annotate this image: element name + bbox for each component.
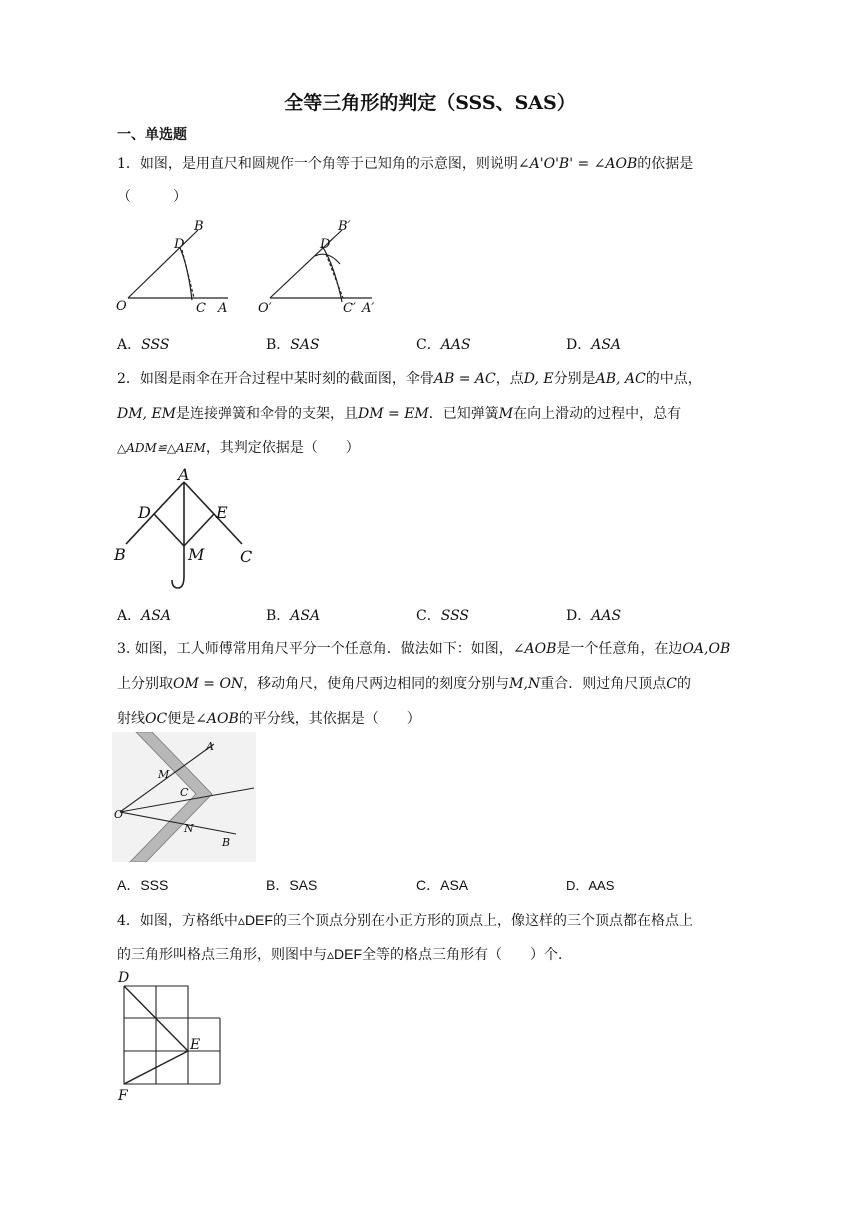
page-title: 全等三角形的判定（SSS、SAS）	[284, 92, 576, 114]
q2-rib-ab	[126, 482, 184, 544]
q1-fig1-label-o: O	[116, 299, 127, 314]
q1-text: 1．如图，是用直尺和圆规作一个角等于已知角的示意图，则说明	[117, 156, 518, 172]
q3-stem-line3: 射线OC便是∠AOB的平分线，其依据是（ ）	[117, 711, 421, 727]
q3-stem-line1: 3. 如图，工人师傅常用角尺平分一个任意角．做法如下：如图，∠AOB是一个任意角，在边OA,OB	[117, 641, 731, 657]
q2-option-d[interactable]: D．AAS	[566, 608, 622, 624]
q2-label-d: D	[138, 503, 151, 522]
q1-text-end: 的依据是	[637, 156, 694, 172]
q2-label-m: M	[188, 545, 205, 564]
q3-label-n: N	[184, 822, 194, 835]
q2-rib-ac	[184, 482, 242, 544]
q2-stem-line3: △ADM≌△AEM，其判定依据是（ ）	[117, 440, 360, 456]
q3-option-d[interactable]: D．AAS	[566, 878, 615, 893]
q4-stem-line1: 4．如图，方格纸中▵DEF的三个顶点分别在小正方形的顶点上，像这样的三个顶点都在格点上	[117, 912, 693, 929]
q2-strut-em	[184, 514, 214, 546]
section-heading: 一、单选题	[117, 127, 187, 143]
q1-fig2-label-b: B′	[338, 219, 351, 234]
q1-fig1-label-c: C	[196, 301, 206, 316]
q1-fig2-label-a: A′	[362, 301, 375, 316]
q1-fig2-label-c: C′	[343, 301, 356, 316]
q1-option-c[interactable]: C．AAS	[416, 337, 471, 353]
q3-label-b: B	[222, 836, 231, 849]
q4-label-d: D	[118, 970, 130, 986]
q3-option-c[interactable]: C．ASA	[416, 877, 469, 893]
q2-label-e: E	[216, 503, 228, 522]
q3-square-ruler-figure	[112, 732, 256, 862]
q1-fig1-label-d: D	[174, 237, 185, 252]
q1-fig1-arc	[180, 248, 192, 300]
q2-label-c: C	[240, 547, 253, 566]
q2-strut-dm	[154, 514, 184, 546]
q1-stem-line1	[117, 153, 693, 173]
q1-fig2-label-d: D′	[320, 237, 334, 252]
q2-option-c[interactable]: C．SSS	[416, 608, 469, 624]
q3-stem-line2: 上分别取OM = ON，移动角尺，使角尺两边相同的刻度分别与M,N重合．则过角尺顶点C的	[117, 676, 691, 692]
q1-math: ∠A'O'B' = ∠AOB	[517, 156, 638, 172]
q4-stem-line2: 的三角形叫格点三角形，则图中与▵DEF全等的格点三角形有（ ）个．	[117, 946, 573, 963]
q4-label-e: E	[190, 1037, 201, 1053]
q2-handle	[172, 576, 184, 588]
q1-fig2-dashed	[326, 254, 343, 298]
q1-figure	[110, 218, 410, 322]
q1-fig1-label-a: A	[218, 301, 228, 316]
q2-option-b[interactable]: B．ASA	[266, 608, 321, 624]
q1-fig1-ray-ob	[128, 230, 198, 298]
q3-label-o: O	[114, 808, 124, 821]
q3-label-c: C	[180, 786, 189, 799]
q3-label-a: A	[206, 740, 214, 753]
q1-option-d[interactable]: D．ASA	[566, 337, 622, 353]
q2-label-b: B	[114, 545, 126, 564]
q2-umbrella-figure	[110, 464, 260, 596]
q3-option-b[interactable]: B．SAS	[266, 877, 318, 893]
q2-option-a[interactable]: A．ASA	[117, 608, 171, 624]
q1-option-b[interactable]: B．SAS	[266, 337, 320, 353]
q1-fig1-label-b: B	[194, 219, 204, 234]
q4-label-f: F	[118, 1088, 128, 1104]
q3-option-a[interactable]: A．SSS	[117, 877, 169, 893]
q1-option-a[interactable]: A．SSS	[117, 337, 170, 353]
q2-stem-line1: 2．如图是雨伞在开合过程中某时刻的截面图，伞骨AB = AC，点D, E分别是AB, AC的中点，	[117, 371, 702, 387]
q4-grid-figure	[112, 968, 232, 1104]
q1-paren: （ ）	[117, 189, 187, 205]
q1-fig2-label-o: O′	[258, 301, 272, 316]
q2-label-a: A	[178, 465, 190, 484]
q2-stem-line2: DM, EM是连接弹簧和伞骨的支架，且DM = EM．已知弹簧M在向上滑动的过程中，总有	[117, 406, 682, 422]
q3-label-m: M	[158, 768, 170, 781]
